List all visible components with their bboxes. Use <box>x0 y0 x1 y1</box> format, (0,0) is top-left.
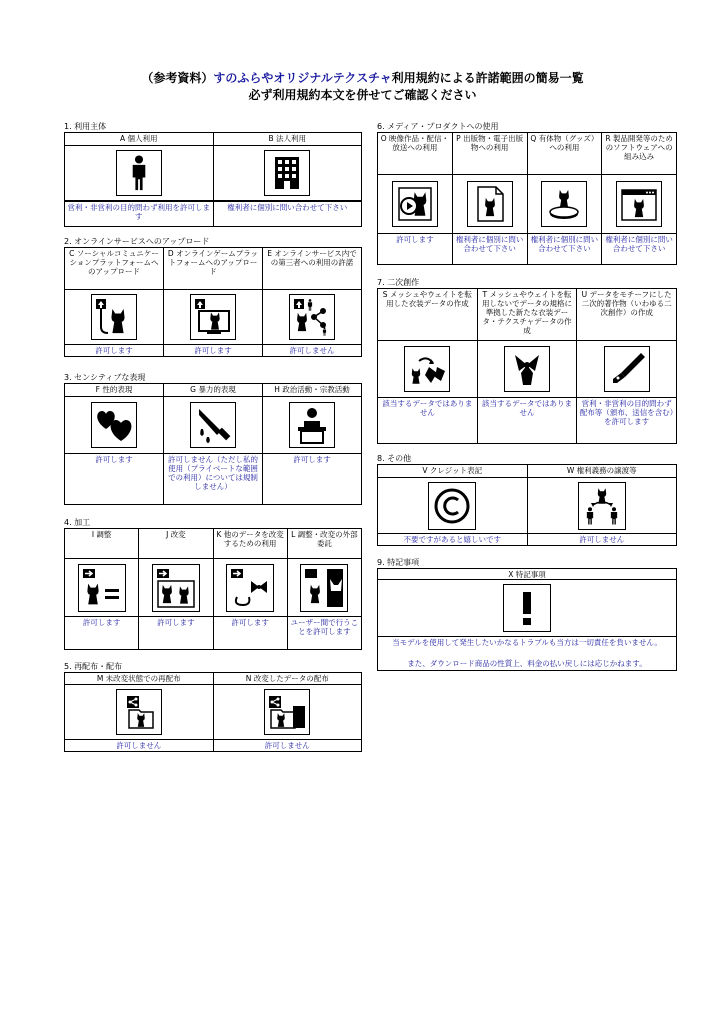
hearts-icon <box>91 402 137 448</box>
exclamation-icon <box>503 584 551 632</box>
item-label: R 製品開発等のためのソフトウェアへの組み込み <box>602 133 676 175</box>
item-label: P 出版物・電子出版物への利用 <box>453 133 527 175</box>
section-title: 3. センシティブな表現 <box>64 373 146 382</box>
section-title: 1. 利用主体 <box>64 122 107 131</box>
building-icon <box>264 150 310 196</box>
item-result: 許可します <box>396 235 434 244</box>
item-label: W 権利義務の譲渡等 <box>528 465 677 478</box>
section-title: 9. 特記事項 <box>377 558 420 567</box>
transfer-rights-icon <box>578 482 626 530</box>
item-label: U データをモチーフにした二次的著作物（いわゆる二次創作）の作成 <box>577 289 676 341</box>
modify-icon <box>152 564 200 612</box>
item-result: 許可します <box>194 346 232 355</box>
item-result: 許可します <box>157 618 195 627</box>
item-result: 許可しません <box>116 741 162 750</box>
item-label: C ソーシャルコミュニケーションプラットフォームへのアップロード <box>65 248 163 290</box>
section-title: 7. 二次創作 <box>377 278 420 287</box>
podium-icon <box>289 402 335 448</box>
section-other <box>377 453 677 546</box>
section-title: 5. 再配布・配布 <box>64 662 123 671</box>
item-label: V クレジット表記 <box>378 465 527 478</box>
video-icon <box>392 181 438 227</box>
item-result: ユーザー間で行うことを許可します <box>290 618 359 636</box>
copyright-icon <box>428 482 476 530</box>
item-label: T メッシュやウェイトを転用しないでデータの規格に準拠した新たな衣装データ・テクスチャデータの作成 <box>478 289 577 341</box>
item-result: 許可します <box>82 618 121 627</box>
section-title: 6. メディア・プロダクトへの使用 <box>377 122 499 131</box>
page-title: （参考資料）すのふらやオリジナルテクスチャ利用規約による許諾範囲の簡易一覧 <box>141 71 584 85</box>
item-result: 許可しません <box>264 741 310 750</box>
item-result: 営利・非営利の目的問わず利用を許可します <box>67 203 210 221</box>
item-result: 権利者に個別に問い合わせて下さい <box>605 235 673 253</box>
section-title: 8. その他 <box>377 454 412 463</box>
item-label: J 改変 <box>139 529 212 559</box>
mesh-transfer-icon <box>404 346 450 392</box>
item-label: M 未改変状態での再配布 <box>65 673 213 685</box>
item-result: 権利者に個別に問い合わせて下さい <box>227 203 348 212</box>
new-texture-icon <box>504 346 550 392</box>
item-result: 許可しません <box>289 346 335 355</box>
item-result: 不要ですがあると嬉しいです <box>403 535 501 544</box>
knife-icon <box>190 402 236 448</box>
item-label: L 調整・改変の外部委託 <box>288 529 361 559</box>
item-result: 権利者に個別に問い合わせて下さい <box>530 235 599 253</box>
pen-nib-icon <box>604 346 650 392</box>
item-result: 当モデルを使用して発生したいかなるトラブルも当方は一切責任を負いません。 <box>392 638 662 647</box>
item-result: 該当するデータではありません <box>382 399 473 417</box>
item-label: H 政治活動・宗教活動 <box>263 384 361 397</box>
upload-sns-icon <box>91 294 137 340</box>
item-result-note: また、ダウンロード商品の性質上、料金の払い戻しには応じかねます。 <box>407 659 647 668</box>
item-result: 許可します <box>95 346 133 355</box>
item-label: O 映像作品・配信・放送への利用 <box>378 133 452 175</box>
item-result: 許可します <box>231 618 269 627</box>
item-label: X 特記事項 <box>378 569 676 580</box>
item-label: Q 有体物（グッズ）への利用 <box>528 133 602 175</box>
item-result: 許可しません <box>579 535 625 544</box>
item-label: N 改変したデータの配布 <box>214 673 362 685</box>
section-processing <box>64 517 362 650</box>
section-usage-subject <box>64 121 362 227</box>
brand-name: すのふらやオリジナルテクスチャ <box>213 71 392 85</box>
redistribute-icon <box>116 689 162 735</box>
section-title: 4. 加工 <box>64 518 91 527</box>
section-redistribution <box>64 661 362 752</box>
goods-icon <box>541 181 587 227</box>
publication-icon <box>467 181 513 227</box>
item-label: A 個人利用 <box>65 133 213 146</box>
item-result: 許可します <box>293 455 331 464</box>
section-media-product <box>377 121 677 265</box>
texture-other-icon <box>226 564 274 612</box>
section-sensitive <box>64 372 362 505</box>
item-label: D オンラインゲームプラットフォームへのアップロード <box>164 248 262 290</box>
item-label: E オンラインサービス内での第三者への利用の許諾 <box>263 248 361 290</box>
section-derivative <box>377 277 677 444</box>
section-special-notes <box>377 557 677 671</box>
item-label: G 暴力的表現 <box>164 384 262 397</box>
share-third-party-icon <box>289 294 335 340</box>
section-title: 2. オンラインサービスへのアップロード <box>64 237 210 246</box>
section-online-upload <box>64 236 362 357</box>
item-result: 営利・非営利の目的問わず配布等（頒布、送信を含む）を許可します <box>579 399 674 426</box>
item-label: I 調整 <box>65 529 138 559</box>
upload-game-icon <box>190 294 236 340</box>
item-label: F 性的表現 <box>65 384 163 397</box>
item-result: 許可します <box>95 455 133 464</box>
software-icon <box>616 181 662 227</box>
distribute-modified-icon <box>264 689 310 735</box>
person-icon <box>116 150 162 196</box>
item-label: S メッシュやウェイトを転用した衣装データの作成 <box>378 289 477 341</box>
item-result: 権利者に個別に問い合わせて下さい <box>455 235 524 253</box>
outsource-icon <box>300 564 348 612</box>
item-label: B 法人利用 <box>214 133 362 146</box>
page-subtitle: 必ず利用規約本文を併せてご確認ください <box>248 88 477 102</box>
adjust-icon <box>78 564 126 612</box>
item-label: K 他のデータを改変するための利用 <box>214 529 287 559</box>
item-result: 該当するデータではありません <box>482 399 572 417</box>
item-result: 許可しません（ただし私的使用（プライベートな範囲での利用）については規制しません） <box>168 455 258 491</box>
